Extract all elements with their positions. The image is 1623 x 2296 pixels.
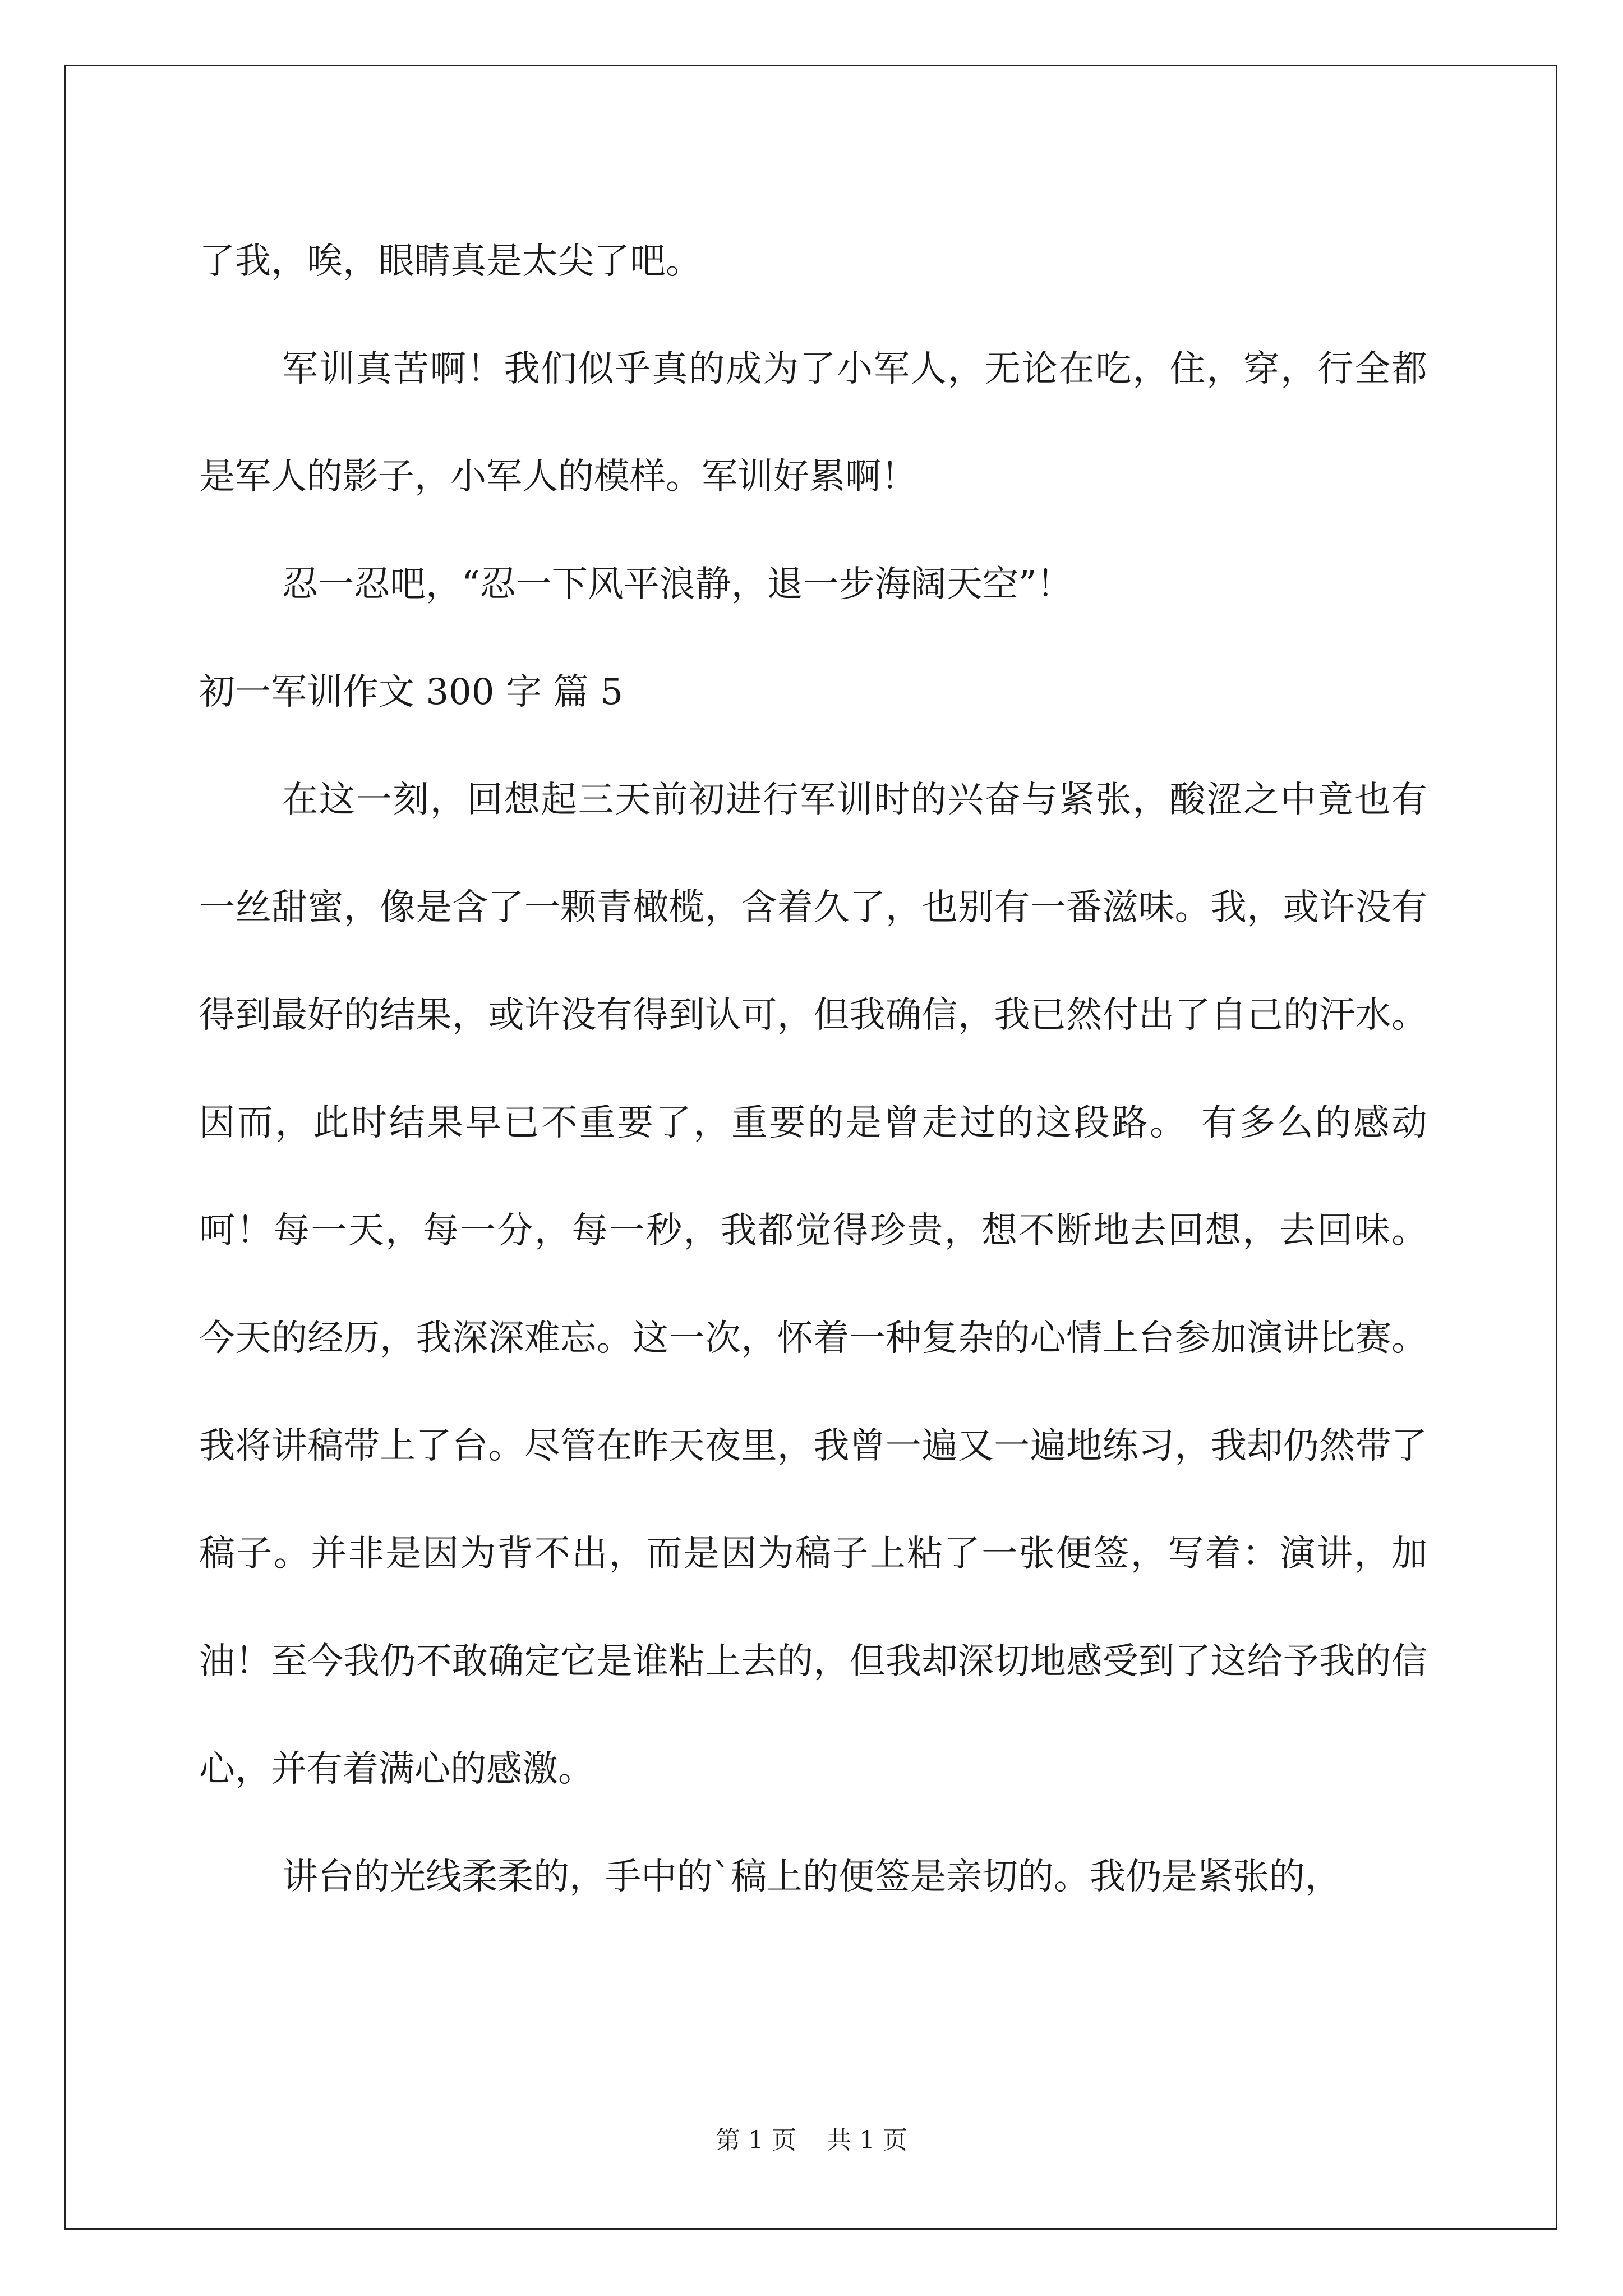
document-body [199, 208, 1427, 1931]
page-number-total: 共 1 页 [827, 2126, 907, 2155]
page-number-current: 第 1 页 [716, 2126, 796, 2155]
paragraph-5: 讲台的光线柔柔的，手中的`稿上的便签是亲切的。我仍是紧张的， [282, 1856, 1341, 1898]
paragraph-2: 军训真苦啊！我们似乎真的成为了小军人，无论在吃，住，穿，行全都是军人的影子，小军人的模样。军训好累啊！ [199, 348, 1427, 498]
paragraph-1: 了我，唉，眼睛真是太尖了吧。 [199, 241, 702, 282]
page-footer [0, 2124, 1623, 2157]
section-heading: 初一军训作文 300 字 篇 5 [199, 671, 624, 713]
paragraph-4: 在这一刻，回想起三天前初进行军训时的兴奋与紧张，酸涩之中竟也有一丝甜蜜，像是含了一颗青橄榄，含着久了，也别有一番滋味。我，或许没有得到最好的结果，或许没有得到认可，但我确信，我已然付出了自己的汗水。因而，此时结果早已不重要了，重要的是曾走过的这段路。 有多么的感动呵！每一天，每一分，每一秒，我都觉得珍贵，想不断地去回想，去回味。 今天的经历，我深深难忘。这一次，怀着一种复杂的心情上台参加演讲比赛。我将讲稿带上了台。尽管在昨天夜里，我曾一遍又一遍地练习，我却仍然带了稿子。并非是因为背不出，而是因为稿子上粘了一张便签，写着：演讲，加油！至今我仍不敢确定它是谁粘上去的，但我却深切地感受到了这给予我的信心，并有着满心的感激。 [199, 779, 1427, 1790]
paragraph-3: 忍一忍吧，“忍一下风平浪静，退一步海阔天空”！ [282, 564, 1073, 605]
